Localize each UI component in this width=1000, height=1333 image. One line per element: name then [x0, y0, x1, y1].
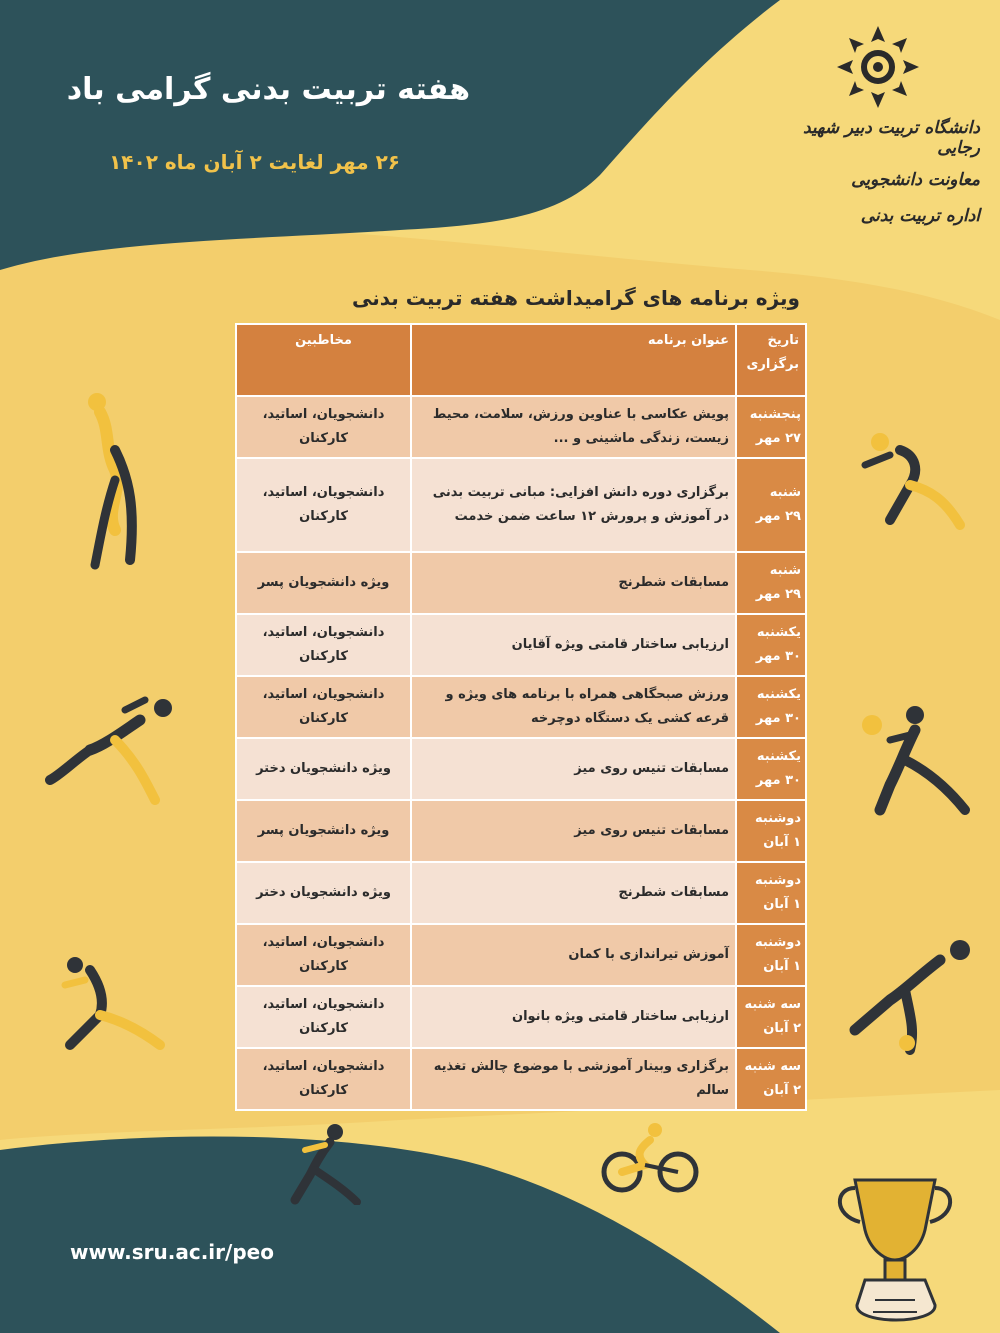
website-url[interactable]: www.sru.ac.ir/peo	[70, 1240, 274, 1264]
row-date: شنبه ۲۹ مهر	[736, 458, 806, 552]
row-program: برگزاری وبینار آموزشی با موضوع چالش تغذیه سالم	[411, 1048, 736, 1110]
row-audience: دانشجویان، اساتید، کارکنان	[236, 676, 411, 738]
row-date: یکشنبه ۳۰ مهر	[736, 676, 806, 738]
row-date: سه شنبه ۲ آبان	[736, 1048, 806, 1110]
runner-icon	[860, 430, 970, 530]
row-date: دوشنبه ۱ آبان	[736, 800, 806, 862]
row-program: ورزش صبحگاهی همراه با برنامه های ویژه و قرعه کشی یک دستگاه دوچرخه	[411, 676, 736, 738]
header-program: عنوان برنامه	[411, 324, 736, 396]
row-program: ارزیابی ساختار قامتی ویژه آقایان	[411, 614, 736, 676]
row-program: مسابقات شطرنج	[411, 552, 736, 614]
row-program: مسابقات شطرنج	[411, 862, 736, 924]
row-audience: ویژه دانشجویان پسر	[236, 552, 411, 614]
table-row	[236, 614, 806, 676]
page-title: هفته تربیت بدنی گرامی باد	[66, 72, 470, 107]
row-audience: دانشجویان، اساتید، کارکنان	[236, 986, 411, 1048]
section-title: ویژه برنامه های گرامیداشت هفته تربیت بدنی	[351, 286, 800, 310]
row-program: ارزیابی ساختار قامتی ویژه بانوان	[411, 986, 736, 1048]
trophy-icon	[825, 1160, 965, 1330]
table-row	[236, 552, 806, 614]
row-date: پنجشنبه ۲۷ مهر	[736, 396, 806, 458]
row-audience: ویژه دانشجویان دختر	[236, 862, 411, 924]
runner-icon	[285, 1120, 365, 1205]
runner-icon	[860, 700, 975, 820]
row-program: آموزش تیراندازی با کمان	[411, 924, 736, 986]
table-row	[236, 986, 806, 1048]
schedule-table	[235, 323, 807, 1111]
row-date: یکشنبه ۳۰ مهر	[736, 614, 806, 676]
table-row	[236, 396, 806, 458]
row-audience: دانشجویان، اساتید، کارکنان	[236, 1048, 411, 1110]
row-date: دوشنبه ۱ آبان	[736, 924, 806, 986]
row-date: سه شنبه ۲ آبان	[736, 986, 806, 1048]
row-date: شنبه ۲۹ مهر	[736, 552, 806, 614]
row-audience: دانشجویان، اساتید، کارکنان	[236, 396, 411, 458]
row-program: مسابقات تنیس روی میز	[411, 800, 736, 862]
header-audience: مخاطبین	[236, 324, 411, 396]
row-date: یکشنبه ۳۰ مهر	[736, 738, 806, 800]
table-row	[236, 862, 806, 924]
row-program: پویش عکاسی با عناوین ورزش، سلامت، محیط زیست، زندگی ماشینی و ...	[411, 396, 736, 458]
logo-university-name: دانشگاه تربیت دبیر شهید رجایی	[802, 118, 980, 158]
row-audience: دانشجویان، اساتید، کارکنان	[236, 614, 411, 676]
runner-icon	[835, 935, 975, 1055]
table-header-row	[236, 324, 806, 396]
table-row	[236, 924, 806, 986]
runner-icon	[60, 955, 170, 1055]
logo-emblem-icon	[833, 22, 923, 112]
row-audience: ویژه دانشجویان پسر	[236, 800, 411, 862]
row-date: دوشنبه ۱ آبان	[736, 862, 806, 924]
date-range: ۲۶ مهر لغایت ۲ آبان ماه ۱۴۰۲	[109, 150, 400, 174]
runner-icon	[45, 690, 175, 810]
athlete-figure-icon	[75, 390, 155, 570]
logo-deputy-name: معاونت دانشجویی	[851, 170, 980, 190]
row-program: برگزاری دوره دانش افزایی: مبانی تربیت بدنی در آموزش و پرورش ۱۲ ساعت ضمن خدمت	[411, 458, 736, 552]
table-row	[236, 1048, 806, 1110]
row-audience: ویژه دانشجویان دختر	[236, 738, 411, 800]
row-audience: دانشجویان، اساتید، کارکنان	[236, 924, 411, 986]
row-program: مسابقات تنیس روی میز	[411, 738, 736, 800]
table-row	[236, 800, 806, 862]
header-date: تاریخ برگزاری	[736, 324, 806, 396]
table-row	[236, 738, 806, 800]
table-row	[236, 676, 806, 738]
logo-office-name: اداره تربیت بدنی	[860, 206, 980, 226]
table-row	[236, 458, 806, 552]
row-audience: دانشجویان، اساتید، کارکنان	[236, 458, 411, 552]
cyclist-icon	[600, 1120, 700, 1195]
